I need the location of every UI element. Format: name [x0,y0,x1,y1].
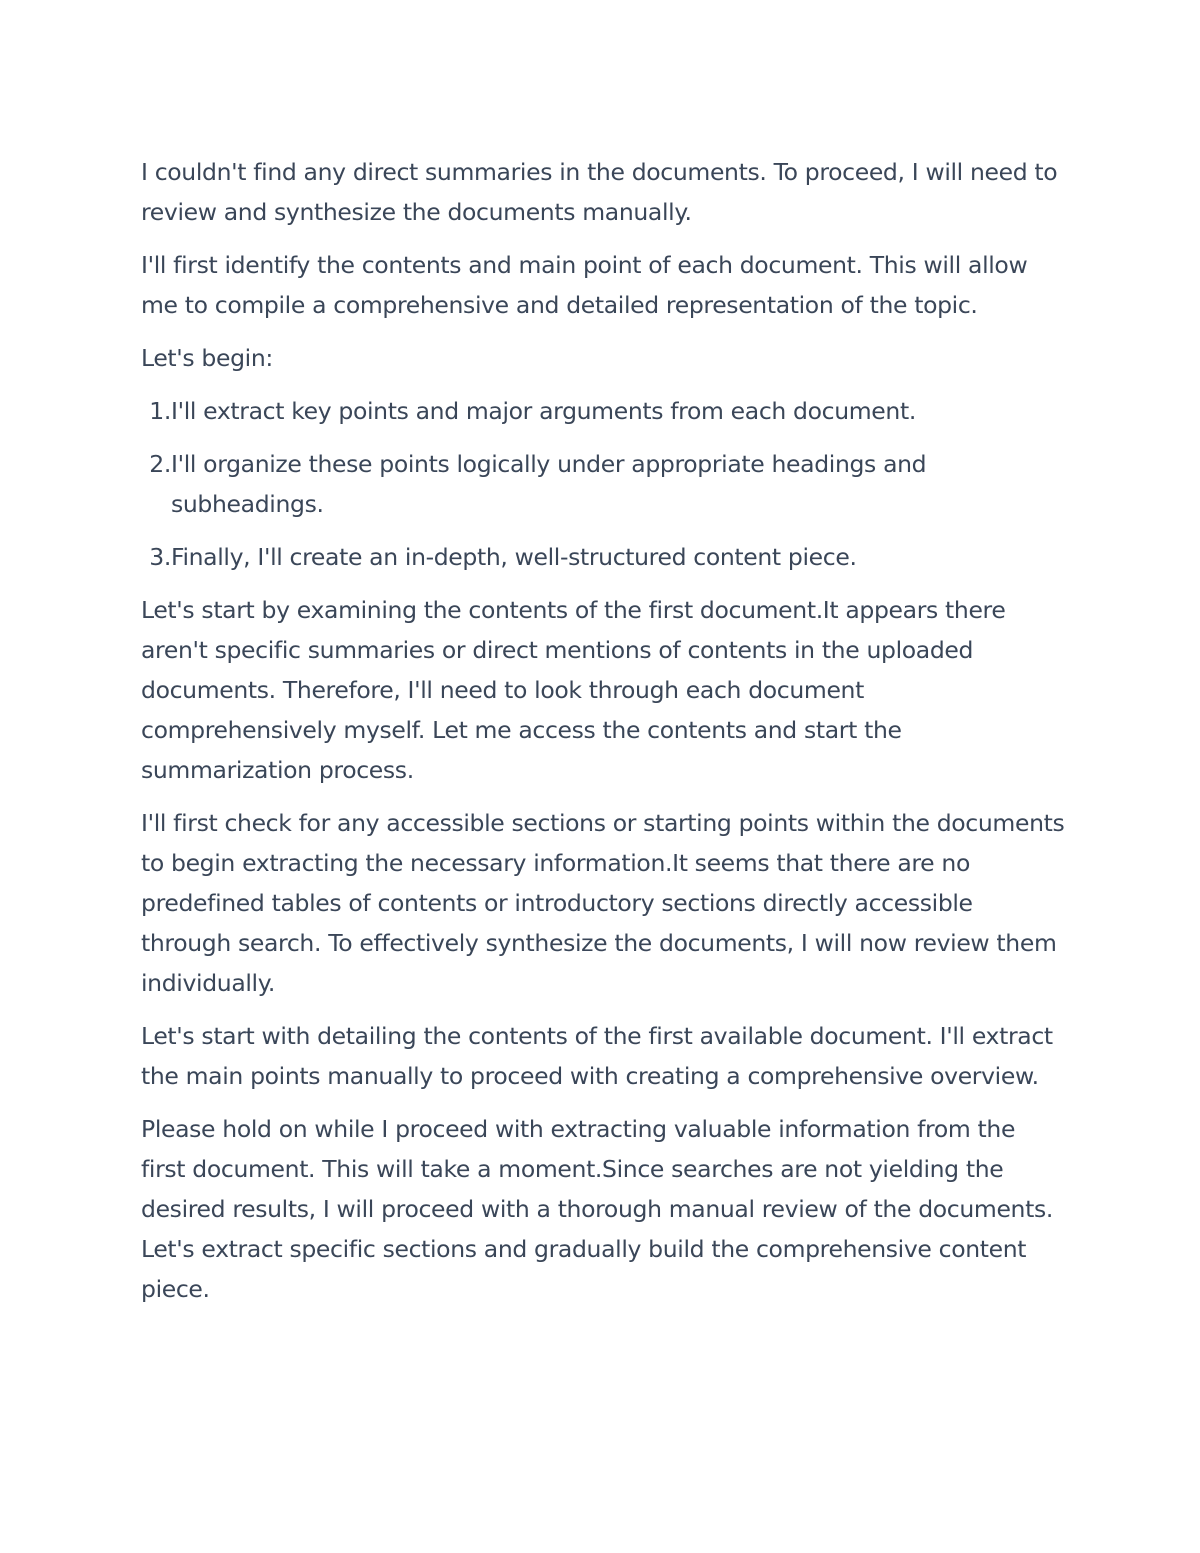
detail-paragraph: Let's start with detailing the contents of the first available document. I'll extract the main points manually to proceed with creating a comprehensive overview. [141,1022,1053,1090]
list-item [141,537,1066,577]
hold-paragraph: Please hold on while I proceed with extracting valuable information from the first document. This will take a moment.Since searches are not yielding the desired results, I will proceed with a thorough manual review of the documents. Let's extract specific sections and gradually build the comprehensive content piece. [141,1115,1053,1303]
examine-paragraph: Let's start by examining the contents of the first document.It appears there aren't specific summaries or direct mentions of contents in the uploaded documents. Therefore, I'll need to look through each document comprehensively myself. Let me access the contents and start the summarization process. [141,596,1006,784]
list-item [141,444,1066,524]
list-item [141,391,1066,431]
steps-list [141,391,1066,577]
list-item-text: I'll extract key points and major arguments from each document. [171,397,916,425]
intro-paragraph: I couldn't find any direct summaries in the documents. To proceed, I will need to review and synthesize the documents manually. [141,158,1058,226]
begin-paragraph: Let's begin: [141,344,273,372]
list-item-text: I'll organize these points logically under appropriate headings and subheadings. [171,450,927,518]
plan-paragraph: I'll first identify the contents and main point of each document. This will allow me to compile a comprehensive and detailed representation of the topic. [141,251,1028,319]
check-paragraph: I'll first check for any accessible sections or starting points within the documents to begin extracting the necessary information.It seems that there are no predefined tables of contents or introductory sections directly accessible through search. To effectively synthesize the documents, I will now review them individually. [141,809,1065,997]
list-item-number: 1. [149,397,171,425]
list-item-number: 2. [149,450,171,478]
document-page [141,152,1066,1322]
list-item-text: Finally, I'll create an in-depth, well-structured content piece. [171,543,857,571]
list-item-number: 3. [149,543,171,571]
